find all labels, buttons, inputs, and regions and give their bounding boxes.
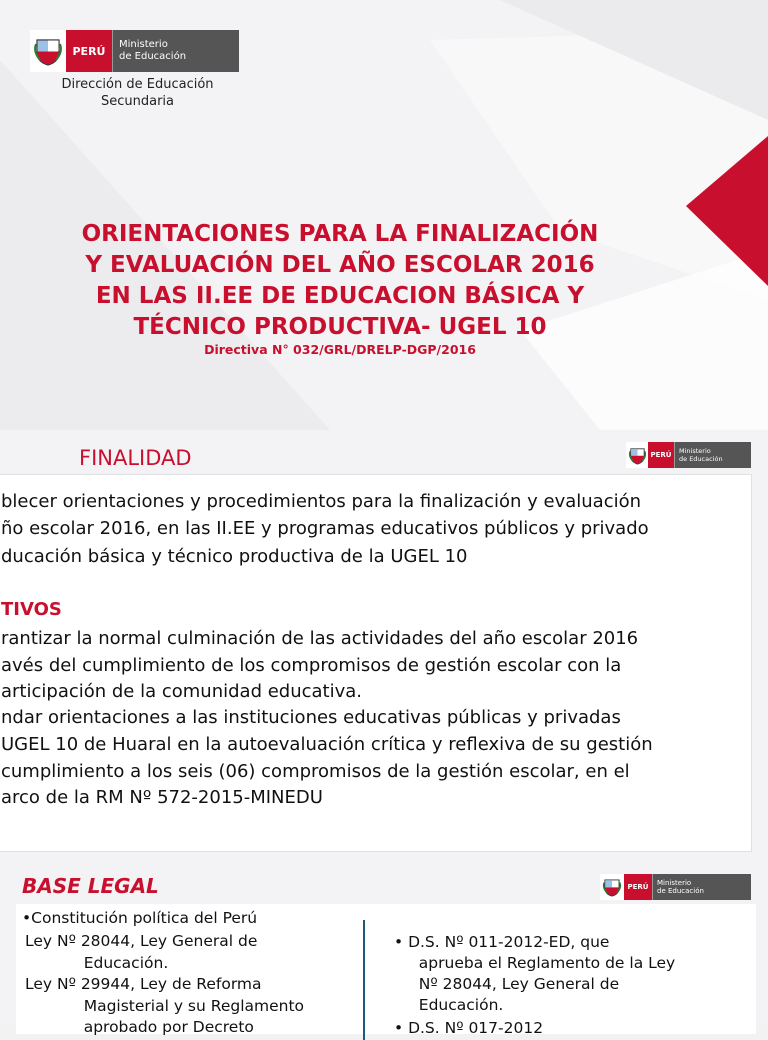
finalidad-heading: FINALIDAD: [79, 446, 192, 470]
left-line: Educación.: [64, 954, 169, 972]
directive-number: Directiva N° 032/GRL/DRELP-DGP/2016: [204, 342, 476, 357]
title-slide: [0, 0, 768, 430]
ministry-name: [674, 442, 751, 468]
title-line: Y EVALUACIÓN DEL AÑO ESCOLAR 2016: [85, 252, 595, 278]
objetivos-heading: TIVOS: [1, 599, 62, 620]
right-line: Nº 28044, Ley General de: [404, 975, 620, 993]
content-panel: [0, 474, 752, 852]
left-line: Ley Nº 29944, Ley de Reforma: [25, 975, 262, 993]
base-legal-slide: [0, 862, 768, 1037]
finalidad-line: ño escolar 2016, en las II.EE y programas educativos públicos y privado: [1, 518, 649, 539]
title-line: EN LAS II.EE DE EDUCACION BÁSICA Y: [95, 283, 585, 309]
right-line: • D.S. Nº 011-2012-ED, que: [394, 933, 610, 951]
right-line: aprueba el Reglamento de la Ley: [404, 954, 676, 972]
column-divider: [363, 920, 365, 1040]
finalidad-slide: [0, 430, 768, 862]
red-triangle-decoration: [686, 136, 768, 286]
ministry-line2: de Educación: [657, 887, 704, 895]
objetivo-line: cumplimiento a los seis (06) compromisos de la gestión escolar, en el: [1, 761, 630, 782]
objetivo-line: avés del cumplimiento de los compromisos de gestión escolar con la: [1, 655, 622, 676]
direction-label: [30, 76, 245, 110]
main-title: [30, 219, 650, 343]
coat-of-arms-icon: [626, 442, 648, 468]
ministry-line1: Ministerio: [679, 447, 711, 455]
direction-line2: Secundaria: [100, 94, 175, 109]
base-legal-heading: BASE LEGAL: [22, 874, 159, 898]
direction-line1: Dirección de Educación: [61, 77, 214, 92]
left-line: •Constitución política del Perú: [22, 909, 258, 927]
objetivo-line: UGEL 10 de Huaral en la autoevaluación crítica y reflexiva de su gestión: [1, 734, 653, 755]
ministry-line2: de Educación: [119, 51, 187, 62]
finalidad-line: ducación básica y técnico productiva de la UGEL 10: [1, 546, 468, 567]
ministry-line1: Ministerio: [657, 879, 692, 887]
ministry-logo-small: [600, 874, 751, 900]
left-line: Magisterial y su Reglamento: [64, 997, 305, 1015]
objetivo-line: articipación de la comunidad educativa.: [1, 681, 363, 702]
ministry-name: [112, 30, 239, 72]
peru-label: PERÚ: [66, 30, 112, 72]
ministry-name: [652, 874, 751, 900]
left-line: aprobado por Decreto: [64, 1018, 254, 1036]
right-line: Educación.: [404, 996, 504, 1014]
title-line: ORIENTACIONES PARA LA FINALIZACIÓN: [81, 221, 599, 247]
ministry-logo-small: [626, 442, 751, 468]
right-line: • D.S. Nº 017-2012: [394, 1019, 544, 1037]
peru-label: PERÚ: [624, 874, 652, 900]
ministry-line1: Ministerio: [119, 39, 168, 50]
ministry-logo: [30, 30, 239, 72]
objetivo-line: arco de la RM Nº 572-2015-MINEDU: [1, 787, 323, 808]
coat-of-arms-icon: [600, 874, 624, 900]
peru-label: PERÚ: [648, 442, 674, 468]
coat-of-arms-icon: [30, 30, 66, 72]
title-line: TÉCNICO PRODUCTIVA- UGEL 10: [133, 314, 547, 340]
objetivo-line: rantizar la normal culminación de las actividades del año escolar 2016: [1, 628, 639, 649]
ministry-line2: de Educación: [679, 455, 723, 463]
finalidad-line: blecer orientaciones y procedimientos para la finalización y evaluación: [1, 491, 642, 512]
objetivo-line: ndar orientaciones a las instituciones educativas públicas y privadas: [1, 707, 621, 728]
left-line: Ley Nº 28044, Ley General de: [25, 932, 258, 950]
